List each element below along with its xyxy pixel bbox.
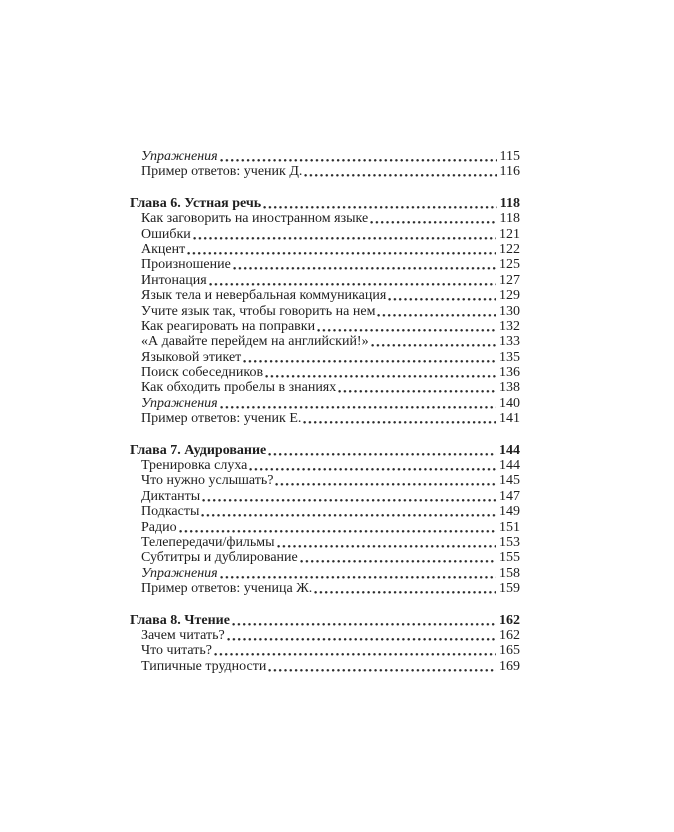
toc-entry-title: Учите язык так, чтобы говорить на нем <box>141 303 376 319</box>
toc-entry-page: 125 <box>499 257 520 273</box>
toc-entry-title: Телепередачи/фильмы <box>141 534 275 550</box>
toc-leader-dots <box>220 149 497 164</box>
toc-leader-dots <box>317 319 496 334</box>
toc-entry-page: 129 <box>499 288 520 304</box>
toc-leader-dots <box>370 211 496 226</box>
toc-row <box>130 319 520 334</box>
toc-entry-title: Пример ответов: ученик Е. <box>141 411 302 427</box>
toc-entry-title: Упражнения <box>141 395 218 411</box>
toc-entry-page: 130 <box>499 303 520 319</box>
toc-leader-dots <box>193 227 496 242</box>
toc-row <box>130 304 520 319</box>
toc-entry-page: 153 <box>499 534 520 550</box>
toc-row <box>130 489 520 504</box>
toc-entry-title: Языковой этикет <box>141 349 242 365</box>
toc-row <box>130 242 520 257</box>
toc-entry-title: Что читать? <box>141 643 212 659</box>
toc-entry-page: 121 <box>499 226 520 242</box>
toc-entry-page: 169 <box>499 658 520 674</box>
toc-row <box>130 535 520 550</box>
toc-row <box>130 227 520 242</box>
toc-leader-dots <box>304 164 496 179</box>
toc-leader-dots <box>268 443 496 458</box>
toc-entry-page: 162 <box>499 627 520 643</box>
toc-row <box>130 550 520 565</box>
toc-row <box>130 350 520 365</box>
toc-row <box>130 396 520 411</box>
toc-row <box>130 365 520 380</box>
toc-entry-title: Пример ответов: ученица Ж. <box>141 581 313 597</box>
toc-leader-dots <box>243 350 496 365</box>
toc-entry-page: 147 <box>499 488 520 504</box>
toc-leader-dots <box>371 334 496 349</box>
toc-leader-dots <box>201 504 496 519</box>
toc-entry-page: 140 <box>499 395 520 411</box>
toc-leader-dots <box>277 535 496 550</box>
toc-entry-title: Радио <box>141 519 177 535</box>
toc-entry-page: 144 <box>499 458 520 474</box>
toc-chapter-row <box>130 196 520 211</box>
toc-leader-dots <box>314 581 496 596</box>
toc-leader-dots <box>202 489 496 504</box>
toc-row <box>130 628 520 643</box>
toc-entry-page: 136 <box>499 365 520 381</box>
toc-chapter-row <box>130 613 520 628</box>
toc-entry-page: 118 <box>499 211 520 227</box>
toc-entry-title: Глава 6. Устная речь <box>130 195 262 211</box>
toc-chapter-row <box>130 443 520 458</box>
toc-entry-title: Что нужно услышать? <box>141 473 274 489</box>
toc-entry-title: Глава 8. Чтение <box>130 612 230 628</box>
toc-entry-page: 133 <box>499 334 520 350</box>
toc-entry-page: 132 <box>499 318 520 334</box>
toc-entry-title: Ошибки <box>141 226 191 242</box>
toc-leader-dots <box>232 613 496 628</box>
toc-leader-dots <box>388 288 496 303</box>
toc-entry-page: 162 <box>499 612 520 628</box>
toc-entry-page: 144 <box>499 442 520 458</box>
toc-entry-page: 151 <box>499 519 520 535</box>
toc-leader-dots <box>275 473 496 488</box>
toc-row <box>130 334 520 349</box>
toc-entry-title: Как заговорить на иностранном языке <box>141 211 369 227</box>
toc-leader-dots <box>303 411 496 426</box>
toc-row <box>130 473 520 488</box>
toc-entry-page: 115 <box>499 149 520 164</box>
toc-entry-page: 122 <box>499 241 520 257</box>
toc-leader-dots <box>300 550 496 565</box>
toc-leader-dots <box>214 643 496 658</box>
toc-entry-title: Упражнения <box>141 149 218 164</box>
toc-entry-title: Подкасты <box>141 504 200 520</box>
toc-row <box>130 164 520 179</box>
toc-entry-title: Акцент <box>141 241 186 257</box>
toc-entry-title: Пример ответов: ученик Д. <box>141 164 303 180</box>
toc-list <box>130 149 520 674</box>
toc-leader-dots <box>209 273 496 288</box>
toc-leader-dots <box>338 380 496 395</box>
toc-leader-dots <box>187 242 496 257</box>
toc-row <box>130 411 520 426</box>
toc-row <box>130 458 520 473</box>
toc-row <box>130 380 520 395</box>
toc-leader-dots <box>220 396 496 411</box>
toc-leader-dots <box>179 520 496 535</box>
toc-leader-dots <box>220 566 496 581</box>
toc-entry-page: 141 <box>499 411 520 427</box>
toc-entry-title: Как реагировать на поправки <box>141 318 316 334</box>
toc-entry-page: 165 <box>499 643 520 659</box>
toc-row <box>130 504 520 519</box>
toc-entry-title: Глава 7. Аудирование <box>130 442 267 458</box>
toc-entry-title: Типичные трудности <box>141 658 267 674</box>
toc-entry-page: 138 <box>499 380 520 396</box>
toc-leader-dots <box>233 257 496 272</box>
toc-entry-title: Язык тела и невербальная коммуникация <box>141 288 387 304</box>
toc-entry-page: 118 <box>499 195 520 211</box>
toc-leader-dots <box>249 458 496 473</box>
toc-leader-dots <box>265 365 496 380</box>
toc-entry-title: Диктанты <box>141 488 201 504</box>
toc-entry-page: 116 <box>499 164 520 180</box>
toc-leader-dots <box>227 628 496 643</box>
toc-row <box>130 566 520 581</box>
toc-entry-title: Поиск собеседников <box>141 365 264 381</box>
toc-entry-title: Произношение <box>141 257 231 273</box>
toc-entry-page: 135 <box>499 349 520 365</box>
toc-row <box>130 659 520 674</box>
toc-row <box>130 288 520 303</box>
toc-entry-page: 158 <box>499 565 520 581</box>
toc-leader-dots <box>263 196 497 211</box>
toc-row <box>130 273 520 288</box>
toc-entry-title: Субтитры и дублирование <box>141 550 298 566</box>
toc-row <box>130 211 520 226</box>
toc-leader-dots <box>268 659 496 674</box>
toc-row <box>130 581 520 596</box>
toc-row <box>130 149 520 164</box>
toc-entry-page: 155 <box>499 550 520 566</box>
toc-row <box>130 643 520 658</box>
toc-entry-title: Тренировка слуха <box>141 458 248 474</box>
toc-entry-title: Интонация <box>141 272 207 288</box>
toc-entry-page: 145 <box>499 473 520 489</box>
toc-entry-title: Упражнения <box>141 565 218 581</box>
toc-leader-dots <box>377 304 496 319</box>
toc-row <box>130 520 520 535</box>
toc-entry-title: Как обходить пробелы в знаниях <box>141 380 337 396</box>
toc-entry-page: 159 <box>499 581 520 597</box>
toc-entry-page: 127 <box>499 272 520 288</box>
toc-row <box>130 257 520 272</box>
toc-entry-title: Зачем читать? <box>141 627 225 643</box>
toc-entry-title: «А давайте перейдем на английский!» <box>141 334 369 350</box>
toc-entry-page: 149 <box>499 504 520 520</box>
